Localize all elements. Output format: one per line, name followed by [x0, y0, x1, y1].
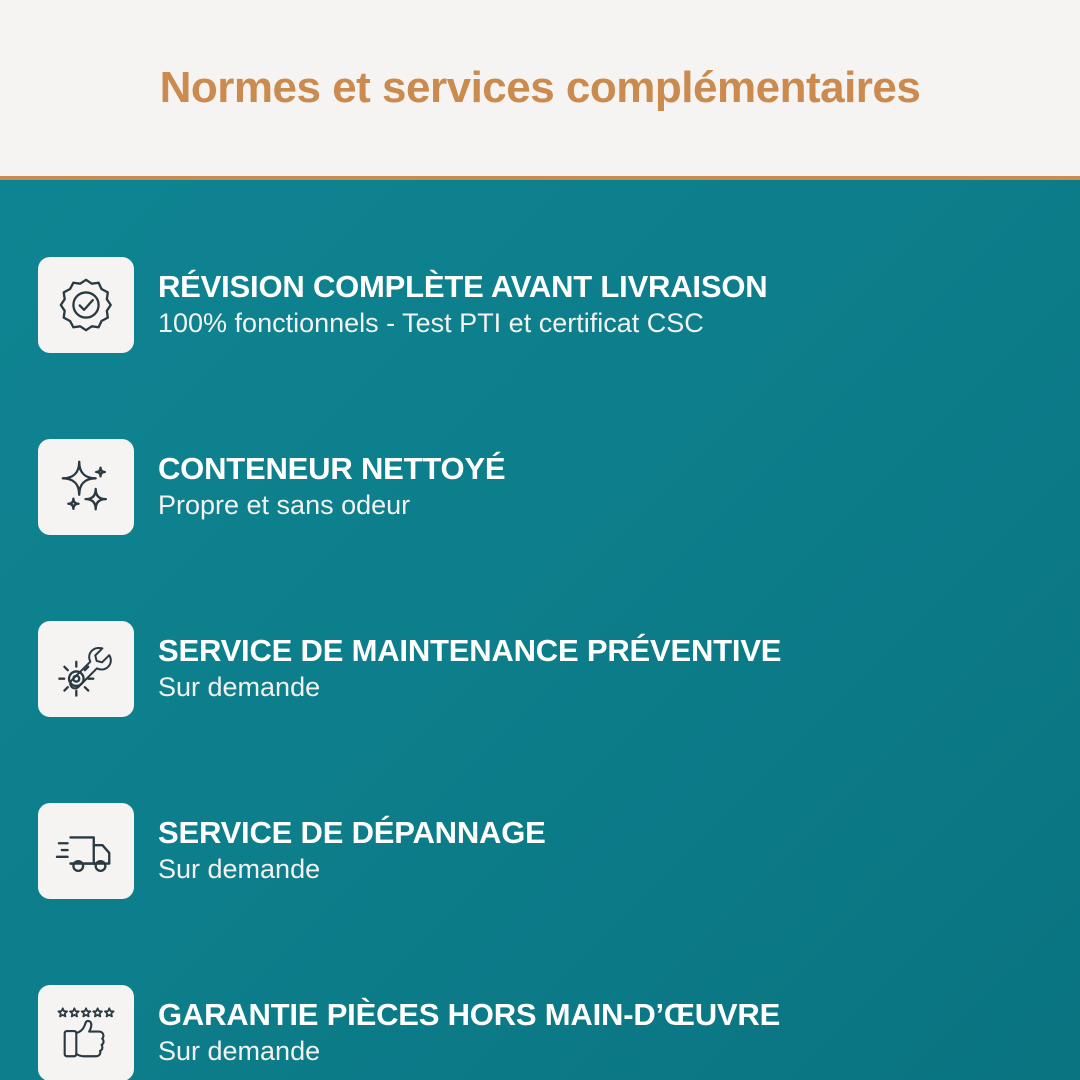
list-item-title: GARANTIE PIÈCES HORS MAIN-D’ŒUVRE [158, 997, 781, 1033]
list-item-subtitle: Sur demande [158, 1036, 321, 1067]
list-item [38, 578, 1040, 760]
list-item-title: SERVICE DE DÉPANNAGE [158, 815, 546, 851]
list-item-subtitle: 100% fonctionnels - Test PTI et certificat CSC [158, 308, 704, 339]
list-item-subtitle: Sur demande [158, 854, 321, 885]
list-item-text [158, 452, 505, 521]
list-item-subtitle: Sur demande [158, 672, 321, 703]
list-item-title: CONTENEUR NETTOYÉ [158, 451, 506, 487]
list-item-text [158, 998, 780, 1067]
list-item [38, 942, 1040, 1080]
list-item-title: RÉVISION COMPLÈTE AVANT LIVRAISON [158, 269, 768, 305]
thumbs-up-stars-icon [38, 985, 134, 1080]
list-item-text [158, 816, 546, 885]
list-item [38, 214, 1040, 396]
list-item-subtitle: Propre et sans odeur [158, 490, 411, 521]
list-item-title: SERVICE DE MAINTENANCE PRÉVENTIVE [158, 633, 782, 669]
list-item [38, 396, 1040, 578]
list-item-text [158, 270, 767, 339]
delivery-truck-icon [38, 803, 134, 899]
list-item [38, 760, 1040, 942]
page-title: Normes et services complémentaires [159, 62, 921, 112]
certified-badge-check-icon [38, 257, 134, 353]
features-list [0, 180, 1080, 1080]
wrench-gear-maintenance-icon [38, 621, 134, 717]
sparkle-clean-icon [38, 439, 134, 535]
header [0, 0, 1080, 176]
list-item-text [158, 634, 781, 703]
